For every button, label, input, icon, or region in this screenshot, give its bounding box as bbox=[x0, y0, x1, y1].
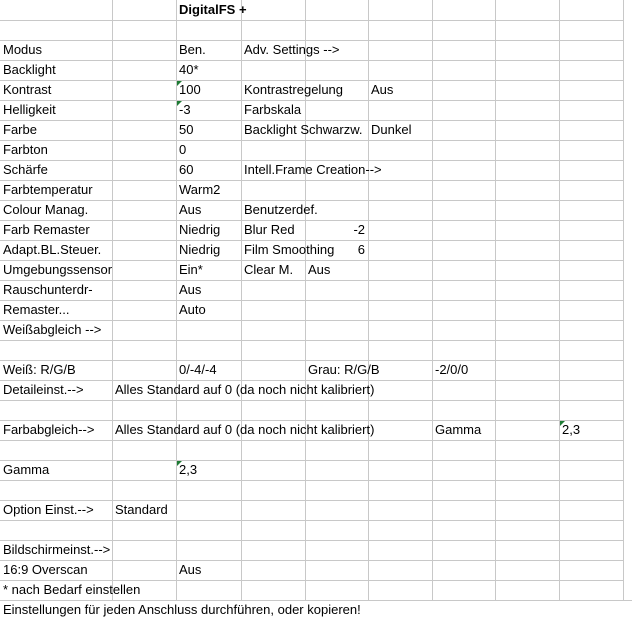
label-farbtemperatur[interactable]: Farbtemperatur bbox=[3, 182, 93, 197]
label-farbskala[interactable]: Farbskala bbox=[244, 102, 302, 117]
label-rauschunterdr[interactable]: Rauschunterdr- bbox=[3, 282, 93, 297]
grid-line bbox=[0, 520, 624, 521]
value-overscan[interactable]: Aus bbox=[179, 562, 202, 577]
label-kontrastregelung[interactable]: Kontrastregelung bbox=[244, 82, 344, 97]
value-adapt-bl[interactable]: Niedrig bbox=[179, 242, 221, 257]
label-umgebungssensor[interactable]: Umgebungssensor bbox=[3, 262, 113, 277]
value-helligkeit[interactable]: -3 bbox=[179, 102, 191, 117]
grid-line bbox=[0, 480, 624, 481]
value-gamma-right[interactable]: 2,3 bbox=[562, 422, 581, 437]
value-option-einst[interactable]: Standard bbox=[115, 502, 168, 517]
grid-line bbox=[0, 400, 624, 401]
label-remaster[interactable]: Remaster... bbox=[3, 302, 70, 317]
label-modus[interactable]: Modus bbox=[3, 42, 43, 57]
label-clear-m[interactable]: Clear M. bbox=[244, 262, 294, 277]
value-umgebungssensor[interactable]: Ein* bbox=[179, 262, 203, 277]
value-colour-manag[interactable]: Aus bbox=[179, 202, 202, 217]
value-blur-red[interactable]: -2 bbox=[353, 222, 365, 237]
label-farbe[interactable]: Farbe bbox=[3, 122, 37, 137]
label-adapt-bl[interactable]: Adapt.BL.Steuer. bbox=[3, 242, 102, 257]
label-grau-rgb[interactable]: Grau: R/G/B bbox=[308, 362, 380, 377]
value-grau-rgb[interactable]: -2/0/0 bbox=[435, 362, 469, 377]
grid-line bbox=[0, 340, 624, 341]
bildschirmeinst-link[interactable]: Bildschirmeinst.--> bbox=[3, 542, 111, 557]
label-gamma-right[interactable]: Gamma bbox=[435, 422, 482, 437]
value-detaileinst[interactable]: Alles Standard auf 0 (da noch nicht kalibriert) bbox=[115, 382, 375, 397]
label-backlight-schwarzw[interactable]: Backlight Schwarzw. bbox=[244, 122, 363, 137]
grid-line bbox=[0, 20, 624, 21]
value-remaster[interactable]: Auto bbox=[179, 302, 206, 317]
value-farbabgleich[interactable]: Alles Standard auf 0 (da noch nicht kalibriert) bbox=[115, 422, 375, 437]
value-benutzerdef[interactable]: Benutzerdef. bbox=[244, 202, 318, 217]
value-modus[interactable]: Ben. bbox=[179, 42, 206, 57]
label-blur-red[interactable]: Blur Red bbox=[244, 222, 295, 237]
label-gamma[interactable]: Gamma bbox=[3, 462, 50, 477]
value-weiss-rgb[interactable]: 0/-4/-4 bbox=[179, 362, 217, 377]
detaileinst-link[interactable]: Detaileinst.--> bbox=[3, 382, 84, 397]
value-backlight[interactable]: 40* bbox=[179, 62, 199, 77]
label-kontrast[interactable]: Kontrast bbox=[3, 82, 52, 97]
label-schaerfe[interactable]: Schärfe bbox=[3, 162, 48, 177]
value-farb-remaster[interactable]: Niedrig bbox=[179, 222, 221, 237]
adv-settings-link[interactable]: Adv. Settings --> bbox=[244, 42, 340, 57]
value-gamma[interactable]: 2,3 bbox=[179, 462, 198, 477]
sheet-title[interactable]: DigitalFS + bbox=[179, 2, 247, 17]
label-colour-manag[interactable]: Colour Manag. bbox=[3, 202, 89, 217]
weissabgleich-link[interactable]: Weißabgleich --> bbox=[3, 322, 102, 337]
value-rauschunterdr[interactable]: Aus bbox=[179, 282, 202, 297]
value-film-smoothing[interactable]: 6 bbox=[357, 242, 365, 257]
value-farbtemperatur[interactable]: Warm2 bbox=[179, 182, 221, 197]
label-weiss-rgb[interactable]: Weiß: R/G/B bbox=[3, 362, 76, 377]
value-kontrastregelung[interactable]: Aus bbox=[371, 82, 394, 97]
note-bedarf[interactable]: * nach Bedarf einstellen bbox=[3, 582, 141, 597]
label-overscan[interactable]: 16:9 Overscan bbox=[3, 562, 88, 577]
label-farbton[interactable]: Farbton bbox=[3, 142, 48, 157]
value-kontrast[interactable]: 100 bbox=[179, 82, 201, 97]
value-clear-m[interactable]: Aus bbox=[308, 262, 331, 277]
value-farbe[interactable]: 50 bbox=[179, 122, 194, 137]
label-backlight[interactable]: Backlight bbox=[3, 62, 56, 77]
farbabgleich-link[interactable]: Farbabgleich--> bbox=[3, 422, 95, 437]
intell-frame-creation-link[interactable]: Intell.Frame Creation--> bbox=[244, 162, 382, 177]
value-backlight-schwarzw[interactable]: Dunkel bbox=[371, 122, 412, 137]
label-film-smoothing[interactable]: Film Smoothing bbox=[244, 242, 335, 257]
option-einst-link[interactable]: Option Einst.--> bbox=[3, 502, 94, 517]
grid-line bbox=[0, 440, 624, 441]
value-schaerfe[interactable]: 60 bbox=[179, 162, 194, 177]
label-helligkeit[interactable]: Helligkeit bbox=[3, 102, 56, 117]
value-farbton[interactable]: 0 bbox=[179, 142, 187, 157]
note-anschluss[interactable]: Einstellungen für jeden Anschluss durchführen, oder kopieren! bbox=[3, 602, 361, 617]
label-farb-remaster[interactable]: Farb Remaster bbox=[3, 222, 90, 237]
